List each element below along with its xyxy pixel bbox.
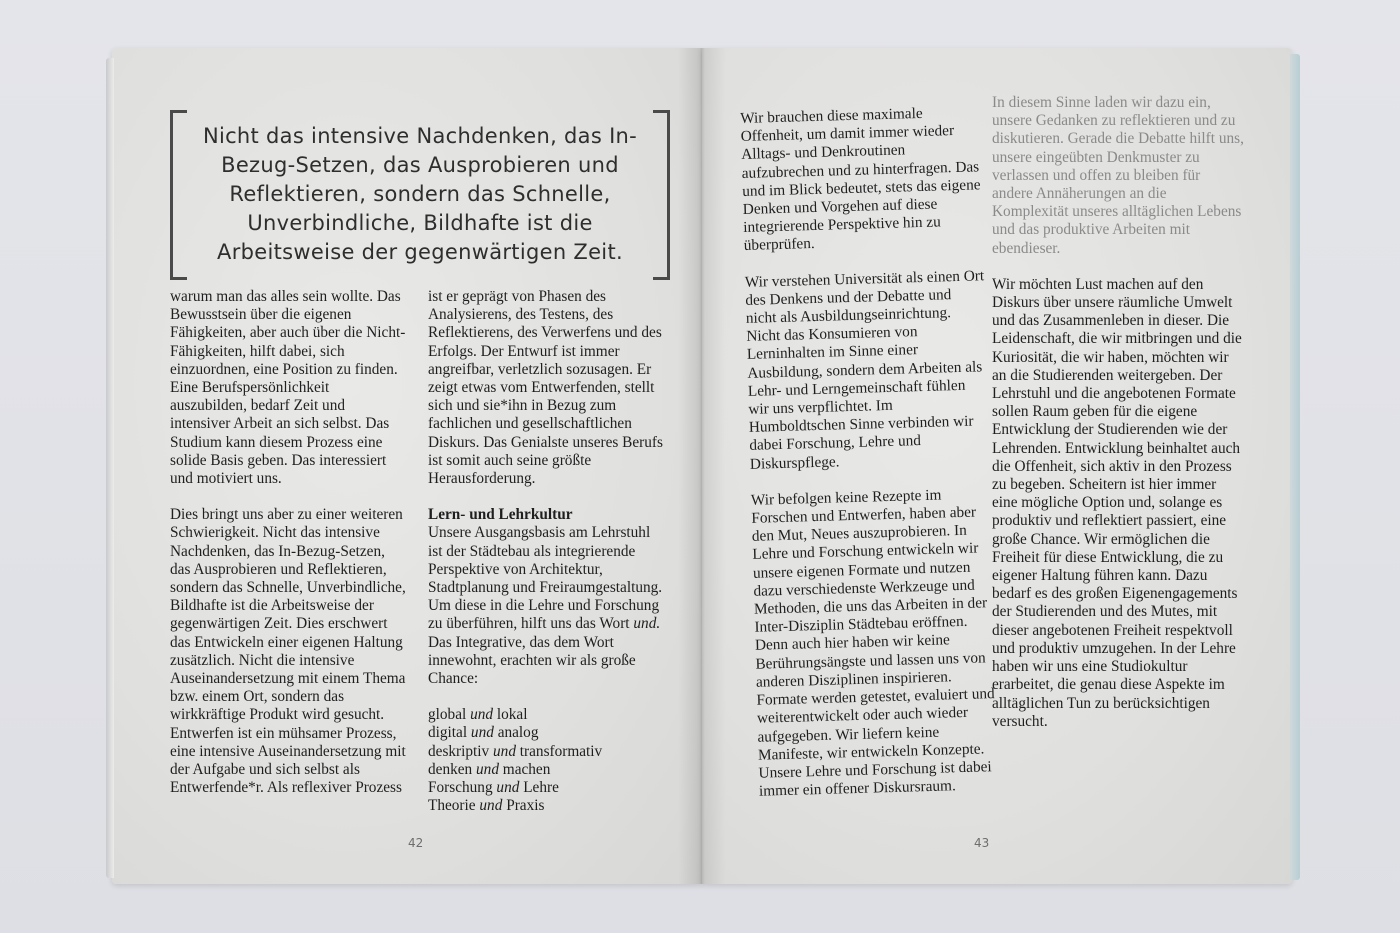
open-booklet [112,48,1292,884]
page-number: 43 [974,836,990,850]
paragraph: Das Integrative, das dem Wort innewohnt, erachten wir als große Chance: [428,633,636,688]
right-page [702,48,1292,884]
left-page-edge [106,58,114,878]
paragraph: Wir brauchen diese maximale Offenheit, um damit immer wieder Alltags- und Denkroutinen aufzubrechen und zu hinterfragen. Das und im Blick bedeutet, stets das eigene Denken und Vorgehen auf diese integrierende Perspektive hin zu überprüfen. [740,104,981,255]
section-heading: Lern- und Lehrkultur [428,506,573,524]
right-page-column-1 [740,103,999,801]
paragraph: Wir möchten Lust machen auf den Diskurs über unsere räumliche Umwelt und das Zusammenleben in dieser. Die Leidenschaft, die wir mitbringen und die Kuriosität, die wir haben, möchten wir an die Studierenden weitergeben. Der Lehrstuhl und die angebotenen Formate sollen Raum geben für die eigene Entwicklung der Studierenden wie der Lehrenden. Entwicklung beinhaltet auch die Offenheit, sich aktiv in den Prozess zu begeben. Scheitern ist hier immer eine mögliche Option und, solange es produktiv und reflektiert passiert, eine große Chance. Wir ermöglichen die Freiheit für diese Entwicklung, die zu eigener Haltung führen kann. Dazu bedarf es des großen Eigenengagements der Studierenden und des Mutes, mit dieser angebotenen Freiheit respektvoll und produktiv umzugehen. In der Lehre haben wir uns eine Studiokultur erarbeitet, die genau diese Aspekte im alltäglichen Tun zu berücksichtigen versucht. [992,275,1242,730]
page-number: 42 [408,836,424,850]
paragraph: ist er geprägt von Phasen des Analysierens, des Testens, des Reflektierens, des Verwerfens und des Erfolgs. Der Entwurf ist immer angreifbar, verletzlich sozusagen. Er zeigt etwas vom Entwerfenden, stellt sich und sie*ihn in Bezug zum fachlichen und gesellschaftlichen Diskurs. Das Genialste unseres Berufs ist somit auch seine größte Herausforderung. [428,288,663,488]
word-pairs-list [428,706,666,815]
paragraph: Unsere Ausgangsbasis am Lehrstuhl ist der Städtebau als integrierende Perspektive von Architektur, Stadtplanung und Freiraumgestaltung. Um diese in die Lehre und Forschung zu überführen, hilft uns das Wort und. [428,524,663,633]
paragraph: Wir verstehen Universität als einen Ort des Denkens und der Debatte und nicht als Ausbildungseinrichtung. Nicht das Konsumieren von Lerninhalten im Sinne einer Ausbildung, sondern dem Arbeiten als Lehr- und Lerngemeinschaft fühlen wir uns verpflichtet. Im Humboldtschen Sinne verbinden wir dabei Forschung, Lehre und Diskurspflege. [744,266,985,473]
right-page-column-2 [992,94,1244,731]
paragraph: Dies bringt uns aber zu einer weiteren Schwierigkeit. Nicht das intensive Nachdenken, das In-Bezug-Setzen, das Ausprobieren und Reflektieren, sondern das Schnelle, Unverbindliche, Bildhafte ist die Arbeitsweise der gegenwärtigen Zeit. Dies erschwert das Entwickeln einer eigenen Haltung zusätzlich. Nicht die intensive Auseinandersetzung mit einem Thema bzw. einem Ort, sondern das wirkkräftige Produkt wird gesucht. Entwerfen ist ein mühsamer Prozess, eine intensive Auseinandersetzung mit der Aufgabe und sich selbst als Entwerfende*r. Als reflexiver Prozess [170,506,406,797]
right-page-edge [1290,54,1300,880]
left-page-column-1 [170,288,406,797]
right-bracket-icon [653,110,670,280]
list-item: digital und analog [428,724,539,742]
list-item: denken und machen [428,760,551,778]
paragraph: warum man das alles sein wollte. Das Bewusstsein über die eigenen Fähigkeiten, aber auch über die Nicht-Fähigkeiten, hilft dabei, sich einzuordnen, eine Position zu finden. Eine Berufspersönlichkeit auszubilden, bedarf Zeit und intensiver Arbeit an sich selbst. Das Studium kann diesem Prozess eine solide Basis geben. Das interessiert und motiviert uns. [170,288,406,488]
list-item: deskriptiv und transformativ [428,742,603,760]
paragraph: In diesem Sinne laden wir dazu ein, unsere Gedanken zu reflektieren und zu diskutieren. Gerade die Debatte hilft uns, unsere eingeübten Denkmuster zu verlassen und offen zu bleiben für andere Annäherungen an die Komplexität unseres alltäglichen Lebens und das produktive Arbeiten mit ebendieser. [992,94,1244,257]
left-page-column-2 [428,288,666,815]
list-item: Theorie und Praxis [428,797,545,815]
left-page [112,48,702,884]
paragraph: Wir befolgen keine Rezepte im Forschen und Entwerfen, haben aber den Mut, Neues auszuprobieren. In Lehre und Forschung entwickeln wir unsere eigenen Formate und nutzen dazu verschiedenste Werkzeuge und Methoden, die uns das Arbeiten in der Inter-Disziplin Städtebau eröffnen. Denn auch hier haben wir keine Berührungsängste und lassen uns von anderen Disziplinen inspirieren. Formate werden getestet, evaluiert und weiterentwickelt oder auch wieder aufgegeben. Wir liefern keine Manifeste, wir entwickeln Konzepte. Unsere Lehre und Forschung ist dabei immer ein offener Diskursraum. [750,486,995,800]
left-bracket-icon [170,110,187,280]
pull-quote [170,110,670,278]
list-item: global und lokal [428,706,528,724]
pull-quote-text: Nicht das intensive Nachdenken, das In-Bezug-Setzen, das Ausprobieren und Reflektieren, sondern das Schnelle, Unverbindliche, Bildhafte ist die Arbeitsweise der gegenwärtigen Zeit. [202,124,638,264]
list-item: Forschung und Lehre [428,779,559,797]
